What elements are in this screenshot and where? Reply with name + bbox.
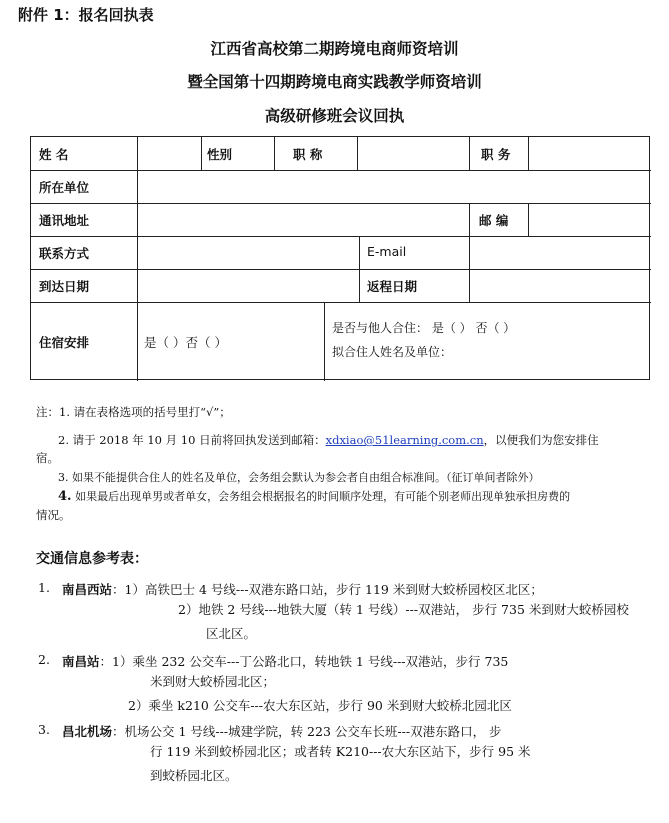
traffic-item-3-line-2: 行 119 米到蛟桥园北区；或者转 K210---农大东区站下，步行 95 米: [150, 744, 531, 759]
accommodation-label: 住宿安排: [39, 335, 90, 350]
note-2-continuation: 宿。: [36, 451, 59, 465]
contact-label: 联系方式: [39, 246, 90, 261]
email-link[interactable]: xdxiao@51learning.com.cn: [325, 433, 484, 447]
traffic-item-1-line-1: ：1）高铁巴士 4 号线---双港东路口站，步行 119 米到财大蛟桥园校区北区；: [112, 582, 543, 597]
note-1: 注：1. 请在表格选项的括号里打“√”；: [36, 405, 231, 419]
attachment-label: 附件 1：报名回执表: [18, 6, 154, 24]
traffic-item-3: [62, 722, 502, 740]
accommodation-options[interactable]: 是（ ）否（ ）: [144, 335, 227, 350]
note-4-text: 如果最后出现单男或者单女，会务组会根据报名的时间顺序处理，有可能个别老师出现单独承担房费的: [71, 490, 571, 503]
postcode-field[interactable]: [530, 204, 648, 235]
title-field[interactable]: [359, 138, 468, 169]
share-room-options[interactable]: 是否与他人合住： 是（ ） 否（ ）: [332, 321, 516, 335]
traffic-item-1: [62, 580, 543, 598]
station-nanchang-west: 南昌西站: [62, 582, 113, 597]
title-line-2: 暨全国第十四期跨境电商实践教学师资培训: [187, 73, 482, 91]
address-field[interactable]: [139, 204, 468, 235]
note-2-suffix: ，以便我们为您安排住: [483, 433, 599, 447]
traffic-item-2: [62, 652, 508, 670]
traffic-item-2-number: 2.: [38, 652, 50, 667]
postcode-label: 邮 编: [479, 213, 509, 228]
note-2-text: 2. 请于 2018 年 10 月 10 日前将回执发送到邮箱：: [58, 433, 326, 447]
title-label: 职 称: [293, 147, 323, 162]
arrival-label: 到达日期: [39, 279, 90, 294]
traffic-item-1-line-2: 2）地铁 2 号线---地铁大厦（转 1 号线）---双港站， 步行 735 米到财大蛟桥园校: [178, 602, 629, 617]
traffic-heading: 交通信息参考表：: [36, 551, 148, 567]
traffic-item-2-line-1: ：1）乘坐 232 公交车---丁公路北口，转地铁 1 号线---双港站，步行 735: [99, 654, 509, 669]
note-2: [58, 432, 599, 448]
station-nanchang: 南昌站: [62, 654, 100, 669]
title-line-1: 江西省高校第二期跨境电商师资培训: [210, 40, 459, 58]
station-changbei-airport: 昌北机场: [62, 724, 113, 739]
traffic-item-1-line-3: 区北区。: [206, 626, 257, 641]
name-field[interactable]: [139, 138, 200, 169]
return-field[interactable]: [471, 270, 649, 301]
arrival-field[interactable]: [139, 270, 358, 301]
email-label: E-mail: [367, 244, 407, 259]
unit-label: 所在单位: [39, 180, 90, 195]
traffic-item-3-line-1: ：机场公交 1 号线---城建学院，转 223 公交车长班---双港东路口， 步: [112, 724, 502, 739]
registration-form: [30, 136, 650, 380]
contact-field[interactable]: [139, 237, 358, 268]
roommate-label: 拟合住人姓名及单位：: [332, 345, 453, 359]
unit-field[interactable]: [139, 171, 649, 202]
traffic-item-3-line-3: 到蛟桥园北区。: [150, 768, 238, 783]
email-field[interactable]: [471, 237, 649, 268]
title-line-3: 高级研修班会议回执: [264, 107, 405, 125]
traffic-item-3-number: 3.: [38, 722, 50, 737]
note-4-number: 4.: [58, 489, 72, 504]
note-4: [58, 488, 570, 504]
traffic-item-2-line-2: 米到财大蛟桥园北区；: [150, 674, 276, 689]
note-3: 3. 如果不能提供合住人的姓名及单位，会务组会默认为参会者自由组合标准间。（征订单间者除外）: [58, 471, 540, 484]
name-label: 姓 名: [39, 147, 69, 162]
gender-label: 性别: [207, 147, 233, 162]
traffic-item-1-number: 1.: [38, 580, 50, 595]
traffic-item-2-line-3: 2）乘坐 k210 公交车---农大东区站，步行 90 米到财大蛟桥北园北区: [128, 698, 512, 713]
address-label: 通讯地址: [39, 213, 90, 228]
note-4-continuation: 情况。: [36, 508, 71, 522]
return-label: 返程日期: [367, 279, 418, 294]
position-field[interactable]: [530, 138, 648, 169]
position-label: 职 务: [481, 147, 511, 162]
